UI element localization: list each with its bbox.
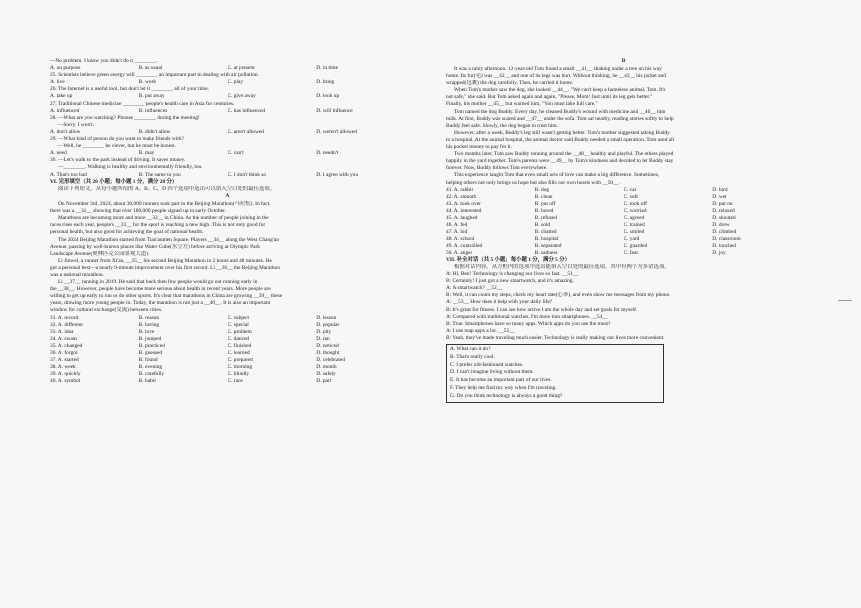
option: B. bored xyxy=(534,207,554,214)
dialogue-line: A: Compared with traditional watches, I'm more into smartphones. __54__ xyxy=(446,313,608,320)
option: C. guarded xyxy=(623,242,648,249)
option: C. prepared xyxy=(227,356,253,363)
passage-line: Two months later, Tom saw Buddy running around the __48__ healthy and playful. The others played xyxy=(454,151,674,158)
option: C. finished xyxy=(227,342,252,349)
box-option: D. I can't imagine living without them. xyxy=(450,369,534,376)
passage-b-label: B xyxy=(621,58,626,64)
option: D. popular xyxy=(316,321,340,328)
box-option: C. I prefer old-fashioned watches. xyxy=(450,361,524,368)
option: B. separated xyxy=(534,242,562,249)
option: C. learned xyxy=(227,349,250,356)
option: B. love xyxy=(138,328,155,335)
option: D. climbed xyxy=(712,228,737,235)
q26-options: A. take up B. put away C. give away D. look up xyxy=(50,93,340,100)
option: B. jumped xyxy=(138,335,162,342)
q27-options: A. influenced B. influences C. has influenced D. will influence xyxy=(50,107,353,114)
option: C. race xyxy=(227,377,243,384)
option: B. habit xyxy=(138,377,156,384)
q25-stem: 25. Scientists believe green energy will ________ an important part in dealing with air pollution. xyxy=(50,72,259,79)
passage-line: years, drawing more young people in. Today, the marathon is not just a __40__. It is also an important xyxy=(50,300,271,307)
passage-line: window for cultural exchange(交流) between cities. xyxy=(50,307,163,314)
option: B. chatted xyxy=(534,228,557,235)
option: D. drew xyxy=(712,221,730,228)
option: D. lesson xyxy=(316,314,337,321)
dialogue-line: A: Hi, Ben! Technology is changing our lives so fast. __51__ xyxy=(446,271,579,278)
box-option: B. That's really cool. xyxy=(450,353,495,360)
option: D. joy xyxy=(712,249,726,256)
passage-a xyxy=(50,201,405,315)
option: B. found xyxy=(138,356,158,363)
q30-options: A. That's too bad B. The same to you C. I don't think so D. I agree with you xyxy=(50,171,359,178)
option: D. shouted xyxy=(712,214,736,221)
right-column xyxy=(446,58,801,403)
option: 44. A. interested xyxy=(446,207,482,214)
passage-line: races rises each year, people's __33__ for the sport is reaching a new high. This is not only good for xyxy=(50,222,266,229)
q24-options: A. on purpose B. as usual C. at present D. in time xyxy=(50,65,338,72)
option: B. hospital xyxy=(534,235,559,242)
option: C. took off xyxy=(623,200,647,207)
option: D. noticed xyxy=(316,342,339,349)
passage-line: However, after a week, Buddy's leg still wasn't getting better. Tom's mother suggested taking Buddy xyxy=(454,129,670,136)
passage-line: not safe," she said. But Tom asked again and again, "Please, Mom! Just until its leg gets better." xyxy=(446,94,653,101)
option: C. blindly xyxy=(227,370,250,377)
option: 32. A. different xyxy=(50,321,83,328)
option: 50. A. anger xyxy=(446,249,473,256)
option: D. part xyxy=(316,377,332,384)
box-option: F. They help me find my way when I'm traveling. xyxy=(450,385,557,391)
option: D. thought xyxy=(316,349,340,356)
dialogue-line: B: True. Smartphones have so many apps. Which apps do you use the most? xyxy=(446,320,611,327)
option: D. ran xyxy=(316,335,330,342)
option: B. clean xyxy=(534,193,553,200)
passage-line: The 2024 Beijing Marathon started from Tian'anmen Square. Players __34__ along the West Chang'an xyxy=(58,236,279,243)
option: B. evening xyxy=(138,363,163,370)
passage-line: got a personal best—a nearly 9-minute improvement over his first record. Li __36__ the Beijing Marathon xyxy=(50,264,280,271)
q28-reply: —Sorry. I won't. xyxy=(58,121,94,128)
option: 46. A. fed xyxy=(446,221,468,228)
option: 42. A. smooth xyxy=(446,193,477,200)
passage-line: forever. Now, Buddy follows Tom everywhere. xyxy=(446,165,548,172)
dialogue xyxy=(446,271,801,342)
margin-divider xyxy=(838,300,852,301)
dialogue-line: A: __53__ How does it help with your daily life? xyxy=(446,299,553,306)
section-7-instructions: 根据对话内容，从方框内的选项中选出能填入空白处的最佳选项，其中有两个为多余选项。 xyxy=(454,263,670,270)
passage-line: It was a rainy afternoon. 12-year-old Tom found a small __41__ shaking under a tree on his way xyxy=(454,66,662,72)
option: 36. A. forgot xyxy=(50,349,78,356)
option: C. morning xyxy=(227,363,253,370)
option: D. wet xyxy=(712,193,727,200)
option: C. yard xyxy=(623,235,640,242)
section-7-heading: VII. 补全对话（共 5 小题；每小题 1 分，满分 5 分） xyxy=(446,256,570,263)
option: D. classroom xyxy=(712,235,741,242)
passage-b xyxy=(446,66,801,187)
option: C. trained xyxy=(623,221,645,228)
option: C. special xyxy=(227,321,249,328)
dialogue-line: B: It's great for fitness. I can see how active I am the whole day and set goals for myself. xyxy=(446,306,638,313)
option: C. subject xyxy=(227,314,250,321)
passage-line: Finally, his mother __45__ but warned him, "You must take full care." xyxy=(446,101,598,108)
dialogue-options-box xyxy=(446,344,664,403)
passage-line: Avenue, passing by well-known places like Water Cube(水立方) before arriving at Olympic Park xyxy=(50,243,260,250)
option: C. danced xyxy=(227,335,250,342)
dialogue-line: A: I use map apps a lot. __55__ xyxy=(446,327,515,334)
left-column xyxy=(50,58,405,385)
option: D. relaxed xyxy=(712,207,735,214)
option: 35. A. changed xyxy=(50,342,83,349)
option: 39. A. quickly xyxy=(50,370,81,377)
passage-line: Marathons are becoming more and more __32__ in China. As the number of people joining in the xyxy=(58,215,269,222)
option: D. month xyxy=(316,363,337,370)
option: D. bird xyxy=(712,186,728,193)
passage-line: milk. At first, Buddy was scared and __47__ under the sofa. Tom sat nearby, reading stories softly to help xyxy=(446,115,674,122)
q28-stem: 28. —What are you watching? Phones ________ during the meeting! xyxy=(50,114,200,121)
passage-line: to a hospital. At the animal hospital, the animal doctor said Buddy needed a small operation. Tom used all xyxy=(446,136,675,143)
passage-line: home. Its fur(毛) was __42__ and one of its legs was hurt. Without thinking, he __43__ his jacket and xyxy=(446,73,666,80)
q28-options: A. don't allow B. didn't allow C. aren't allowed D. weren't allowed xyxy=(50,128,357,135)
option: B. boring xyxy=(138,321,160,328)
box-option: E. It has become an important part of our lives. xyxy=(450,377,552,384)
passage-line: helping others not only brings us hope but also fills our own hearts with __50__. xyxy=(446,179,620,186)
option: 45. A. laughed xyxy=(446,214,478,221)
passage-line: When Tom's mother saw the dog, she looked __44__. "We can't keep a homeless animal, Tom. It's xyxy=(454,87,666,94)
option: D. touched xyxy=(712,242,736,249)
option: 33. A. idea xyxy=(50,328,74,335)
dialogue-line: A: A smartwatch? __52__ xyxy=(446,285,503,292)
passage-line: willing to get up early to run or do other sports. It's clear that marathons in China are growing __39__ these xyxy=(50,293,282,300)
q25-options: A. live B. work C. play D. bring xyxy=(50,79,335,86)
passage-line: This experience taught Tom that even small acts of love can make a big difference. Sometimes, xyxy=(454,172,660,179)
option: C. problem xyxy=(227,328,252,335)
q30-stem: 30. —Let's walk to the park instead of driving. It saves money. xyxy=(50,157,186,164)
option: C. soft xyxy=(623,193,638,200)
dialogue-line: B: Yeah, they've made traveling much easier. Technology is really making our lives more convenient. xyxy=(446,334,665,341)
option: 49. A. controlled xyxy=(446,242,483,249)
passage-line: his pocket money to pay for it. xyxy=(446,144,513,151)
passage-line: On November 3rd, 2024, about 30,000 runners took part in the Beijing Marathon(马拉松). In fact, xyxy=(58,201,271,208)
option: 38. A. week xyxy=(50,363,76,370)
option: 48. A. school xyxy=(446,235,475,242)
option: C. fear xyxy=(623,249,639,256)
option: 40. A. symbol xyxy=(50,377,81,384)
q29-reply: —Well, he ________ be clever, but he must be honest. xyxy=(58,143,176,150)
passage-line: there was a __31__ showing that over 180,000 people signed up in early October. xyxy=(50,208,226,215)
option: B. refused xyxy=(534,214,557,221)
cloze-options-41-50 xyxy=(446,187,801,257)
passage-line: Li __37__ running in 2019. He said that back then few people would go out running early in xyxy=(58,279,258,286)
box-option: G. Do you think technology is always a good thing? xyxy=(450,392,563,399)
option: 43. A. took over xyxy=(446,200,481,207)
passage-a-label: A xyxy=(225,193,230,200)
option: C. agreed xyxy=(623,214,645,221)
option: B. carefully xyxy=(138,370,165,377)
q30-reply: —________. Walking is healthy and environmentally friendly, too. xyxy=(58,164,203,171)
passage-line: the __38__. However, people have become more serious about health in recent years. More people are xyxy=(50,286,271,293)
passage-line: Tom named the dog Buddy. Every day, he cleaned Buddy's wound with medicine and __46__ him xyxy=(454,108,666,115)
passage-line: wrapped(包裹) the dog carefully. Then, he carried it home. xyxy=(446,80,574,87)
section-6-heading: VI. 完形填空（共 20 小题；每小题 1 分，满分 20 分） xyxy=(50,178,178,185)
q29-stem: 29. —What kind of person do you want to make friends with? xyxy=(50,136,184,143)
option: C. worried xyxy=(623,207,647,214)
option: B. sold xyxy=(534,221,551,228)
option: B. practiced xyxy=(138,342,165,349)
option: 37. A. started xyxy=(50,356,79,363)
q24-answer-line: —No problem. I know you didn't do it ________. xyxy=(50,58,158,64)
passage-line: Li Jinwei, a runner from Xi'an, __35__ his second Beijing Marathon in 2 hours and 48 minutes. He xyxy=(58,257,272,264)
cloze-options-31-40 xyxy=(50,315,405,385)
dialogue-line: B: Certainly! I just got a new smartwatch, and it's amazing. xyxy=(446,278,574,285)
dialogue-line: B: Well, it can count my steps, check my heart rate(心率), and even show me messages from my phone. xyxy=(446,292,671,299)
option: B. put off xyxy=(534,200,556,207)
section-6-instructions: 阅读下列短文，从每小题所给的 A、B、C、D 四个选项中选出可以填入空白处的最佳选项。 xyxy=(58,185,276,192)
option: D. celebrated xyxy=(316,356,345,363)
box-option: A. What can it do? xyxy=(450,346,491,353)
option: 41. A. rabbit xyxy=(446,186,473,193)
option: 31. A. record xyxy=(50,314,79,321)
option: C. cat xyxy=(623,186,637,193)
option: 47. A. hid xyxy=(446,228,468,235)
option: B. guessed xyxy=(138,349,163,356)
q29-options: A. need B. may C. can't D. needn't xyxy=(50,150,339,157)
passage-line: happily in the yard together. Tom's parents were __49__ by Tom's kindness and decided to let Buddy stay xyxy=(446,158,674,165)
option: D. safely xyxy=(316,370,336,377)
option: D. pity xyxy=(316,328,332,335)
option: C. smiled xyxy=(623,228,645,235)
option: B. sadness xyxy=(534,249,558,256)
passage-line: was a national marathon. xyxy=(50,272,104,279)
passage-line: Landscape Avenue(奥林匹克公园景观大道). xyxy=(50,250,150,257)
q27-stem: 27. Traditional Chinese medicine ________ people's health care in Asia for centuries. xyxy=(50,100,235,107)
option: D. put on xyxy=(712,200,733,207)
passage-line: Buddy feel safe. Slowly, the dog began to trust him. xyxy=(446,122,558,129)
passage-line: personal health, but also good for achieving the goal of national health. xyxy=(50,229,204,236)
option: B. dog xyxy=(534,186,550,193)
q26-stem: 26. The Internet is a useful tool, but don't let it ________ all of your time. xyxy=(50,86,209,93)
option: 34. A. swam xyxy=(50,335,77,342)
option: B. reason xyxy=(138,314,160,321)
